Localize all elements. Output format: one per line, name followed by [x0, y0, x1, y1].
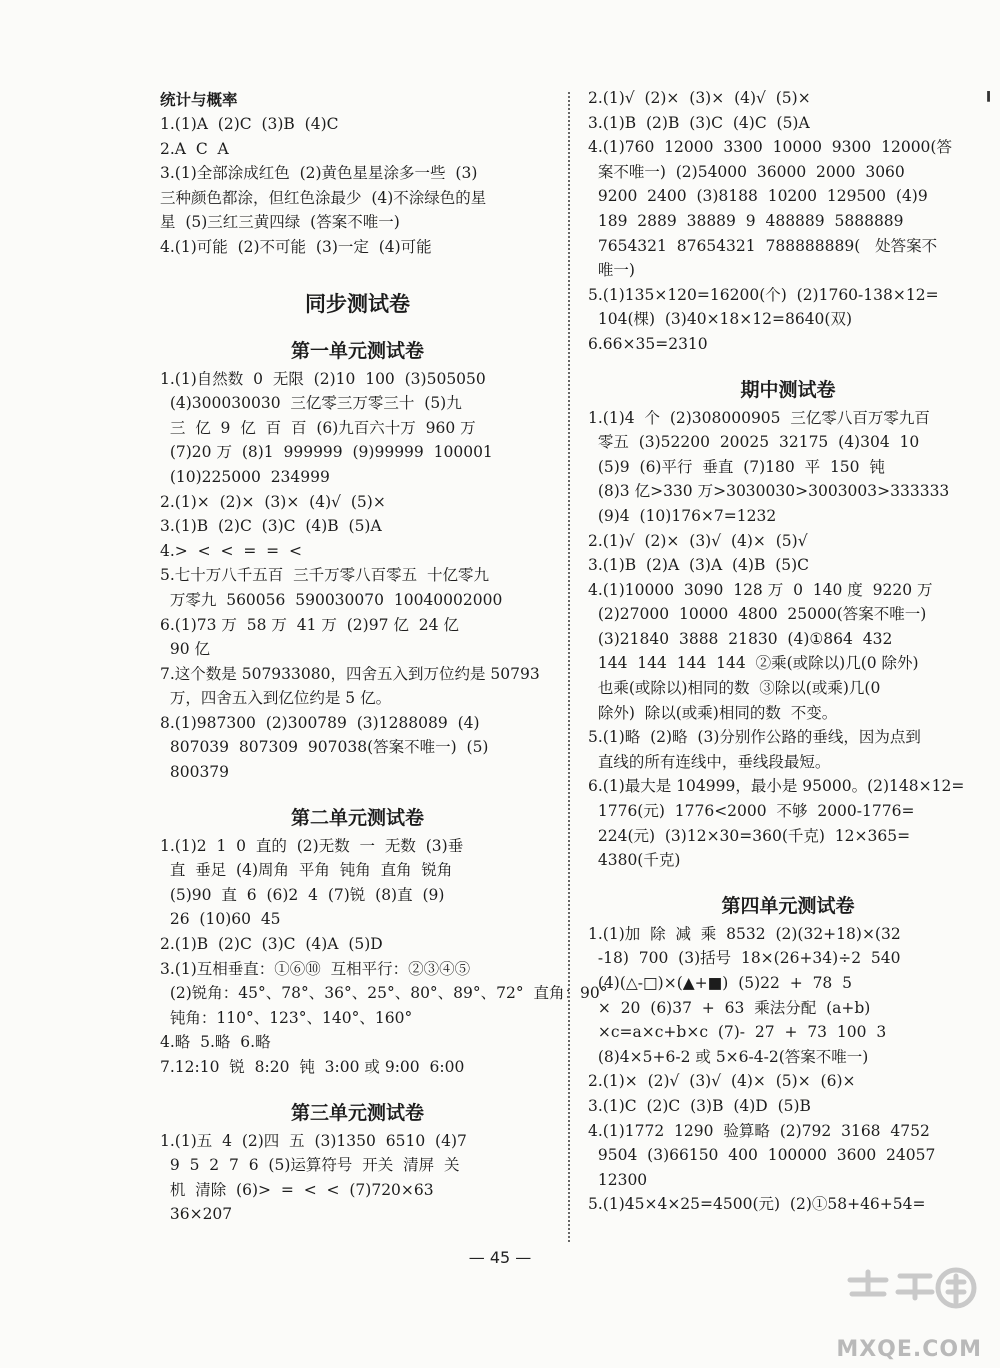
- answer-line: 36×207: [160, 1205, 233, 1224]
- watermark-text: MXQE.COM: [836, 1337, 982, 1362]
- section-title: 第四单元测试卷: [721, 894, 855, 917]
- answer-line: 4.(1)760 12000 3300 10000 9300 12000(答: [588, 138, 952, 157]
- answer-line: 唯一): [588, 261, 635, 280]
- answer-line: 除外) 除以(或乘)相同的数 不变。: [588, 703, 838, 722]
- answer-line: 1776(元) 1776<2000 不够 2000-1776=: [588, 802, 915, 821]
- answer-block: [160, 1129, 555, 1227]
- answer-line: 4.略 5.略 6.略: [160, 1033, 271, 1052]
- answer-line: 5.(1)45×4×25=4500(元) (2)①58+46+54=: [588, 1195, 926, 1214]
- answer-line: 7654321 87654321 788888889( 处答案不: [588, 236, 938, 255]
- answer-line: (2)锐角：45°、78°、36°、25°、80°、89°、72° 直角：90°: [160, 984, 608, 1003]
- answer-line: 9200 2400 (3)8188 10200 129500 (4)9: [588, 187, 928, 206]
- answer-block: [588, 922, 988, 1217]
- answer-line: 2.(1)√ (2)× (3)√ (4)× (5)√: [588, 531, 808, 550]
- answer-line: 5.(1)135×120=16200(个) (2)1760-138×12=: [588, 285, 939, 304]
- answer-line: 直 垂足 (4)周角 平角 钝角 直角 锐角: [160, 861, 453, 880]
- answer-line: (4)300030030 三亿零三万零三十 (5)九: [160, 394, 462, 413]
- answer-line: 3.(1)全部涂成红色 (2)黄色星星涂多一些 (3): [160, 164, 478, 183]
- answer-line: 三种颜色都涂，但红色涂最少 (4)不涂绿色的星: [160, 188, 487, 207]
- answer-line: 2.A C A: [160, 139, 229, 158]
- answer-line: 4.> < < = = <: [160, 541, 302, 560]
- answer-line: 2.(1)√ (2)× (3)× (4)√ (5)×: [588, 89, 811, 107]
- answer-line: 224(元) (3)12×30=360(千克) 12×365=: [588, 826, 911, 845]
- answer-line: (2)27000 10000 4800 25000(答案不唯一): [588, 605, 927, 624]
- answer-line: 三 亿 9 亿 百 百 (6)九百六十万 960 万: [160, 418, 476, 437]
- answer-line: 7.这个数是 507933080，四舍五入到万位约是 50793: [160, 664, 540, 683]
- answer-line: 104(棵) (3)40×18×12=8640(双): [588, 310, 853, 329]
- answer-line: 1.(1)2 1 0 直的 (2)无数 一 无数 (3)垂: [160, 836, 464, 855]
- answer-line: 90 亿: [160, 640, 211, 659]
- answer-line: 星 (5)三红三黄四绿 (答案不唯一): [160, 213, 400, 232]
- right-column: [588, 86, 988, 1217]
- answer-line: 也乘(或除以)相同的数 ③除以(或乘)几(0: [588, 679, 881, 698]
- answer-line: 6.(1)最大是 104999，最小是 95000。(2)148×12=: [588, 777, 965, 796]
- answer-line: 5.七十万八千五百 三千万零八百零五 十亿零九: [160, 566, 489, 585]
- answer-line: 9 5 2 7 6 (5)运算符号 开关 清屏 关: [160, 1156, 460, 1175]
- answer-line: -18) 700 (3)括号 18×(26+34)÷2 540: [588, 949, 901, 968]
- answer-line: 机 清除 (6)> = < < (7)720×63: [160, 1180, 434, 1199]
- answer-line: ×c=a×c+b×c (7)- 27 + 73 100 3: [588, 1023, 887, 1042]
- answer-line: 12300: [588, 1170, 648, 1189]
- section-title: 期中测试卷: [740, 378, 836, 401]
- answer-line: 2.(1)B (2)C (3)C (4)A (5)D: [160, 935, 383, 954]
- answer-line: (10)225000 234999: [160, 467, 330, 486]
- answer-line: 3.(1)C (2)C (3)B (4)D (5)B: [588, 1096, 811, 1115]
- answer-line: 189 2889 38889 9 488889 5888889: [588, 211, 904, 230]
- answer-line: 2.(1)× (2)√ (3)√ (4)× (5)× (6)×: [588, 1072, 856, 1091]
- answer-line: (8)4×5+6-2 或 5×6-4-2(答案不唯一): [588, 1047, 869, 1066]
- answer-line: 800379: [160, 763, 230, 782]
- answer-line: 144 144 144 144 ②乘(或除以)几(0 除外): [588, 654, 919, 673]
- answer-line: 1.(1)五 4 (2)四 五 (3)1350 6510 (4)7: [160, 1131, 467, 1150]
- answer-line: (5)9 (6)平行 垂直 (7)180 平 150 钝: [588, 457, 885, 476]
- answer-line: 1.(1)自然数 0 无限 (2)10 100 (3)505050: [160, 369, 486, 388]
- answer-line: (3)21840 3888 21830 (4)①864 432: [588, 629, 893, 648]
- section-title: 第三单元测试卷: [290, 1101, 424, 1124]
- answer-line: (5)90 直 6 (6)2 4 (7)锐 (8)直 (9): [160, 885, 445, 904]
- answer-line: 6.(1)73 万 58 万 41 万 (2)97 亿 24 亿: [160, 615, 459, 634]
- answer-line: 4.(1)10000 3090 128 万 0 140 度 9220 万: [588, 580, 933, 599]
- answer-line: × 20 (6)37 + 63 乘法分配 (a+b): [588, 998, 871, 1017]
- answer-line: 3.(1)B (2)B (3)C (4)C (5)A: [588, 113, 810, 132]
- section-title: 第二单元测试卷: [290, 806, 424, 829]
- answer-line: (7)20 万 (8)1 999999 (9)99999 100001: [160, 443, 493, 462]
- left-column: [160, 86, 608, 1227]
- answer-block: [160, 367, 555, 785]
- answer-line: (9)4 (10)176×7=1232: [588, 506, 777, 525]
- answer-line: 案不唯一) (2)54000 36000 2000 3060: [588, 162, 905, 181]
- part-title: 同步测试卷: [305, 290, 410, 316]
- answer-block: [160, 112, 555, 260]
- answer-line: 万，四舍五入到亿位约是 5 亿。: [160, 689, 392, 708]
- answer-line: 5.(1)略 (2)略 (3)分别作公路的垂线，因为点到: [588, 728, 921, 747]
- column-divider: [568, 92, 570, 1242]
- answer-line: 3.(1)互相垂直：①⑥⑩ 互相平行：②③④⑤: [160, 959, 471, 978]
- answer-line: 4380(千克): [588, 851, 681, 870]
- answer-line: 1.(1)4 个 (2)308000905 三亿零八百万零九百: [588, 408, 930, 427]
- answer-line: 26 (10)60 45: [160, 910, 281, 929]
- answer-block: [160, 834, 608, 1080]
- answer-line: 4.(1)可能 (2)不可能 (3)一定 (4)可能: [160, 237, 432, 256]
- corner-mark-icon: ╹: [983, 92, 994, 113]
- answer-line: 零五 (3)52200 20025 32175 (4)304 10: [588, 433, 920, 452]
- answer-line: 7.12:10 锐 8:20 钝 3:00 或 9:00 6:00: [160, 1058, 465, 1076]
- answer-line: 直线的所有连线中，垂线段最短。: [588, 752, 831, 771]
- answer-line: 1.(1)A (2)C (3)B (4)C: [160, 115, 339, 133]
- answer-block: [588, 406, 988, 873]
- answer-line: 8.(1)987300 (2)300789 (3)1288089 (4): [160, 713, 480, 732]
- answer-line: 6.66×35=2310: [588, 334, 708, 353]
- answer-line: 万零九 560056 590030070 10040002000: [160, 590, 503, 609]
- answer-line: 4.(1)1772 1290 验算略 (2)792 3168 4752: [588, 1121, 930, 1140]
- answer-block: [588, 86, 988, 357]
- answer-line: 钝角：110°、123°、140°、160°: [160, 1008, 413, 1027]
- answer-line: 1.(1)加 除 减 乘 8532 (2)(32+18)×(32: [588, 924, 901, 943]
- answer-line: (4)(△-□)×(▲+■) (5)22 + 78 5: [588, 974, 853, 992]
- section-title: 第一单元测试卷: [290, 339, 424, 362]
- page-number: — 45 —: [468, 1248, 532, 1267]
- answer-line: 9504 (3)66150 400 100000 3600 24057: [588, 1146, 936, 1165]
- answer-line: 2.(1)× (2)× (3)× (4)√ (5)×: [160, 492, 386, 511]
- answer-line: 3.(1)B (2)A (3)A (4)B (5)C: [588, 556, 810, 575]
- section-title: 统计与概率: [160, 90, 238, 109]
- answer-line: 3.(1)B (2)C (3)C (4)B (5)A: [160, 517, 382, 536]
- answer-line: 807039 807309 907038(答案不唯一) (5): [160, 738, 489, 757]
- answer-line: (8)3 亿>330 万>3030030>3003003>333333: [588, 482, 950, 501]
